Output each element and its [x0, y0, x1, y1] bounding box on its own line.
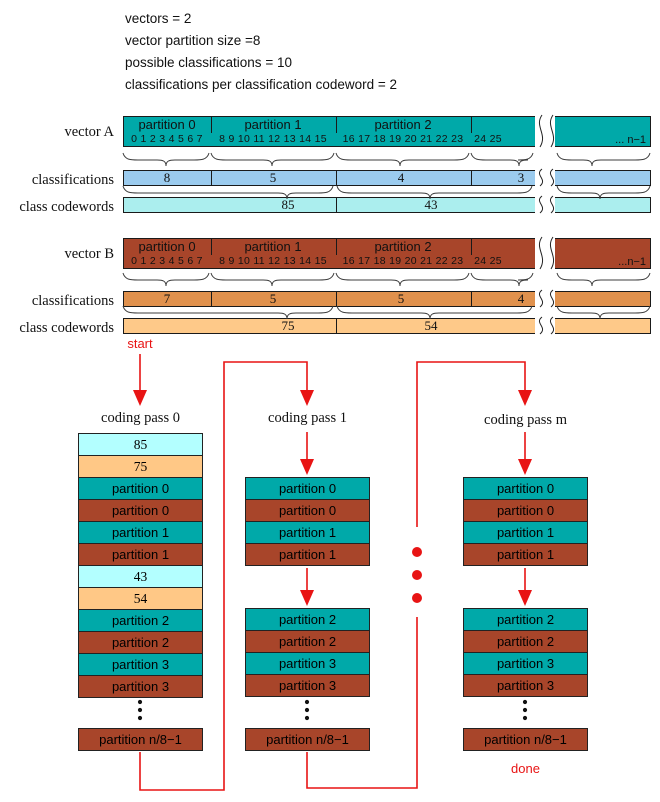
cell-divider	[211, 171, 212, 185]
pass-box-partition-2: partition 2	[463, 608, 588, 631]
ellipsis-dot	[305, 708, 309, 712]
coding-pass-0-tail-box: partition n/8−1	[78, 728, 203, 751]
vector-b-tail: ...n−1	[618, 256, 646, 268]
vector-a-classification-values	[124, 171, 650, 185]
cell-value: 5	[269, 170, 277, 185]
pass-box-partition-2: partition 2	[78, 609, 203, 632]
cell-value: 4	[397, 170, 405, 185]
cell-value: 54	[424, 318, 438, 333]
vector-a-label: vector A	[64, 124, 114, 140]
vector-a-codewords-label: class codewords	[19, 199, 114, 215]
parameters-block	[125, 8, 397, 96]
pass-box-partition-1: partition 1	[78, 521, 203, 544]
pass-box-partition-3: partition 3	[463, 652, 588, 675]
red-ellipsis-dot	[412, 547, 422, 557]
cell-divider	[471, 171, 472, 185]
pass-box-partition-3: partition 3	[245, 652, 370, 675]
brace	[471, 273, 533, 286]
coding-pass-1-group-2	[245, 608, 370, 697]
cell-value: 7	[163, 291, 171, 306]
coding-pass-m-group-1	[463, 477, 588, 566]
pass-box-partition-3: partition 3	[245, 674, 370, 697]
cell-value: 5	[269, 291, 277, 306]
pass-box-partition-3: partition 3	[463, 674, 588, 697]
cell-value: partition 0	[138, 239, 196, 254]
pass-box-partition-2: partition 2	[245, 630, 370, 653]
partition-divider	[336, 239, 337, 255]
cell-value: partition 1	[244, 117, 302, 132]
vector-b-codewords-label: class codewords	[19, 320, 114, 336]
pass-box-partition-1: partition 1	[463, 521, 588, 544]
pass-box-partition-1: partition 1	[245, 543, 370, 566]
coding-pass-m-label: coding pass m	[484, 412, 567, 428]
cell-value: 5	[397, 291, 405, 306]
arrowhead	[518, 390, 532, 406]
ellipsis-dot	[523, 700, 527, 704]
param-classifications-per-codeword: classifications per classification codeword = 2	[125, 77, 398, 92]
cell-value: 75	[281, 318, 295, 333]
vector-b-index-numbers	[124, 254, 650, 268]
cell-value: 24 25	[474, 255, 502, 267]
vector-b-partition-labels	[124, 239, 650, 254]
brace	[211, 153, 334, 166]
ellipsis-dot	[305, 716, 309, 720]
cell-value: 16 17 18 19 20 21 22 23	[342, 133, 464, 145]
ellipsis-dot	[305, 700, 309, 704]
pass-box-partition-0: partition 0	[245, 499, 370, 522]
cell-divider	[336, 319, 337, 333]
pass-box-partition-0: partition 0	[78, 477, 203, 500]
pass-box-partition-0: partition 0	[245, 477, 370, 500]
ellipsis-dot	[523, 708, 527, 712]
ellipsis-dot	[138, 716, 142, 720]
brace	[471, 153, 533, 166]
pass-box-43: 43	[78, 565, 203, 588]
cell-value: 24 25	[474, 133, 502, 145]
arrowhead	[300, 590, 314, 606]
cell-divider	[336, 198, 337, 212]
vector-b-label: vector B	[64, 246, 114, 262]
vector-a-classifications-label: classifications	[31, 172, 114, 188]
cell-divider	[336, 292, 337, 306]
pass-box-85: 85	[78, 433, 203, 456]
cell-value: partition 1	[244, 239, 302, 254]
partition-divider	[336, 117, 337, 133]
cell-value: 43	[424, 197, 438, 212]
brace	[557, 153, 650, 166]
vector-b-classifications-label: classifications	[31, 293, 114, 309]
start-label: start	[127, 336, 153, 351]
vector-b-codeword-values	[124, 319, 650, 333]
pass-box-partition-1: partition 1	[463, 543, 588, 566]
vector-b-classification-values	[124, 292, 650, 306]
pass-box-partition-2: partition 2	[245, 608, 370, 631]
brace	[123, 153, 209, 166]
cell-value: partition 2	[374, 239, 432, 254]
brace	[123, 273, 209, 286]
cell-value: 16 17 18 19 20 21 22 23	[342, 255, 464, 267]
partition-divider	[471, 239, 472, 255]
pass-box-54: 54	[78, 587, 203, 610]
cell-divider	[471, 292, 472, 306]
cell-value: 3	[517, 170, 525, 185]
cell-divider	[336, 171, 337, 185]
coding-pass-1-label: coding pass 1	[268, 410, 347, 426]
cell-value: 0 1 2 3 4 5 6 7	[131, 255, 203, 267]
done-label: done	[511, 761, 540, 776]
cell-value: 0 1 2 3 4 5 6 7	[131, 133, 203, 145]
arrowhead	[300, 459, 314, 475]
coding-pass-1-tail-box: partition n/8−1	[245, 728, 370, 751]
arrowhead	[300, 390, 314, 406]
pass-box-partition-0: partition 0	[463, 477, 588, 500]
vector-b-classifications-bar	[123, 291, 651, 307]
arrowhead	[133, 390, 147, 406]
red-ellipsis-dot	[412, 570, 422, 580]
vector-a-classifications-bar	[123, 170, 651, 186]
arrowhead	[518, 459, 532, 475]
pass-box-partition-3: partition 3	[78, 653, 203, 676]
cell-divider	[211, 292, 212, 306]
red-ellipsis-dot	[412, 593, 422, 603]
param-possible-classifications: possible classifications = 10	[125, 55, 292, 70]
cell-value: 8 9 10 11 12 13 14 15	[219, 133, 327, 145]
brace	[336, 273, 469, 286]
vector-a-index-numbers	[124, 132, 650, 146]
ellipsis-dot	[138, 700, 142, 704]
partition-divider	[471, 117, 472, 133]
pass-box-partition-0: partition 0	[78, 499, 203, 522]
vector-a-codeword-values	[124, 198, 650, 212]
pass-box-partition-1: partition 1	[245, 521, 370, 544]
vector-a-tail: ... n−1	[615, 134, 646, 146]
coding-pass-m-group-2	[463, 608, 588, 697]
pass-box-partition-3: partition 3	[78, 675, 203, 698]
arrowhead	[518, 590, 532, 606]
cell-value: 8 9 10 11 12 13 14 15	[219, 255, 327, 267]
vector-b-bar	[123, 238, 651, 269]
vector-a-partition-labels	[124, 117, 650, 132]
partition-divider	[211, 239, 212, 255]
partition-divider	[211, 117, 212, 133]
coding-pass-1-group-1	[245, 477, 370, 566]
coding-pass-m-tail-box: partition n/8−1	[463, 728, 588, 751]
cell-value: 4	[517, 291, 525, 306]
ellipsis-dot	[138, 708, 142, 712]
pass-box-partition-2: partition 2	[463, 630, 588, 653]
brace	[211, 273, 334, 286]
vector-a-codewords-bar	[123, 197, 651, 213]
vector-a-bar	[123, 116, 651, 147]
ellipsis-dot	[523, 716, 527, 720]
vector-b-codewords-bar	[123, 318, 651, 334]
pass-box-partition-0: partition 0	[463, 499, 588, 522]
param-vectors: vectors = 2	[125, 11, 192, 26]
param-partition-size: vector partition size =8	[125, 33, 261, 48]
cell-value: partition 2	[374, 117, 432, 132]
coding-pass-0-column	[78, 433, 203, 698]
cell-value: partition 0	[138, 117, 196, 132]
pass-box-75: 75	[78, 455, 203, 478]
cell-value: 8	[163, 170, 171, 185]
brace	[557, 273, 650, 286]
pass-box-partition-1: partition 1	[78, 543, 203, 566]
pass-box-partition-2: partition 2	[78, 631, 203, 654]
cell-value: 85	[281, 197, 295, 212]
brace	[336, 153, 469, 166]
coding-pass-0-label: coding pass 0	[101, 410, 180, 426]
